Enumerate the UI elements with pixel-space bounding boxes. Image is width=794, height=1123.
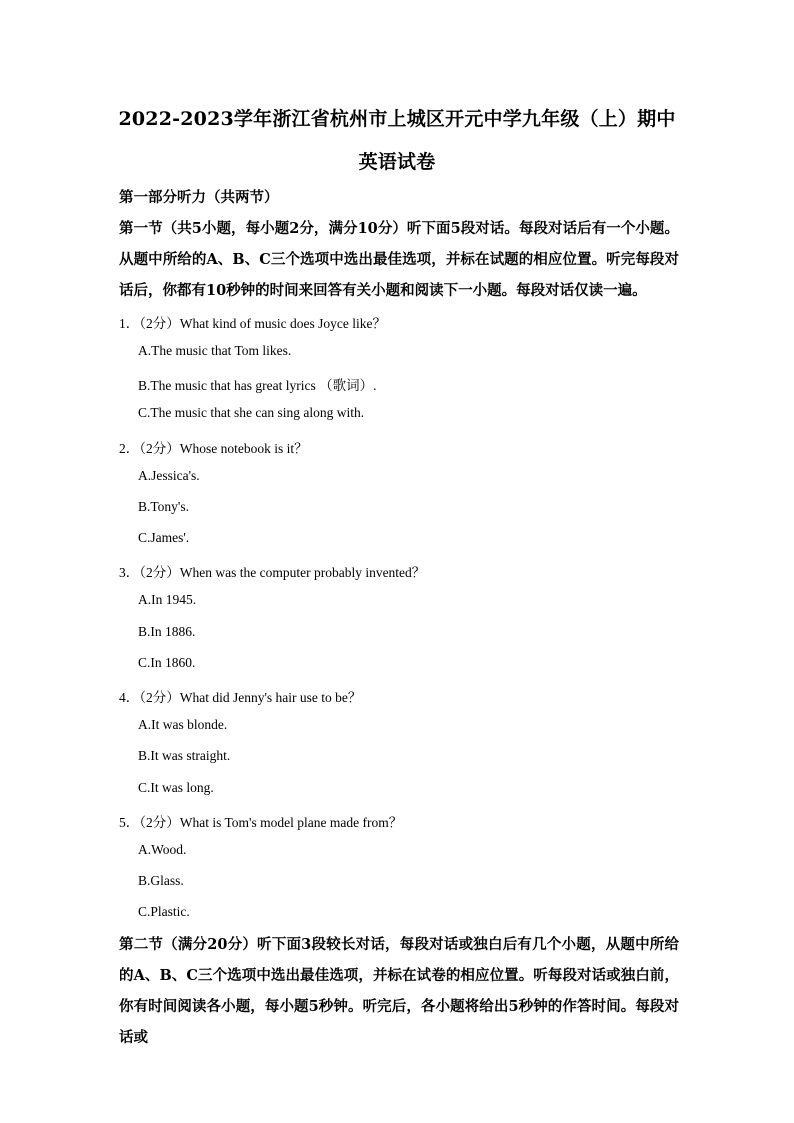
question-2-option-a: A.Jessica's.	[138, 468, 200, 483]
question-5-option-a: A.Wood.	[138, 842, 187, 857]
question-5-option-b: B.Glass.	[138, 873, 184, 888]
question-2-option-b: B.Tony's.	[138, 499, 189, 514]
question-3-option-c: C.In 1860.	[138, 655, 196, 670]
question-4-option-a: A.It was blonde.	[138, 717, 228, 732]
section1-intro: 第一节（共5小题，每小题2分，满分10分）听下面5段对话。每段对话后有一个小题。从题中所给的A、B、C三个选项中选出最佳选项，并标在试题的相应位置。听完每段对话后，你都有10秒钟的时间来回答有关小题和阅读下一小题。每段对话仅读一遍。	[119, 220, 679, 299]
question-3-stem: 3．（2分）When was the computer probably invented？	[119, 565, 426, 580]
part1-heading: 第一部分听力（共两节）	[119, 189, 279, 206]
question-5-option-c: C.Plastic.	[138, 904, 190, 919]
question-2-stem: 2．（2分）Whose notebook is it？	[119, 441, 308, 456]
exam-title-line2: 英语试卷	[358, 151, 436, 173]
question-4-option-c: C.It was long.	[138, 780, 214, 795]
question-3-option-b: B.In 1886.	[138, 624, 196, 639]
question-1-option-c: C.The music that she can sing along with.	[138, 405, 365, 420]
question-2-option-c: C.James'.	[138, 530, 190, 545]
question-4-stem: 4．（2分）What did Jenny's hair use to be？	[119, 690, 362, 705]
question-3-option-a: A.In 1945.	[138, 592, 197, 607]
question-4-option-b: B.It was straight.	[138, 748, 231, 763]
question-5-stem: 5．（2分）What is Tom's model plane made from？	[119, 815, 403, 830]
question-1-option-a: A.The music that Tom likes.	[138, 343, 292, 358]
question-1-option-b: B.The music that has great lyrics （歌词）.	[138, 378, 377, 393]
section2-intro: 第二节（满分20分）听下面3段较长对话，每段对话或独白后有几个小题，从题中所给的A、B、C三个选项中选出最佳选项，并标在试卷的相应位置。听每段对话或独白前，你有时间阅读各小题，每小题5秒钟。听完后，各小题将给出5秒钟的作答时间。每段对话或	[119, 936, 679, 1046]
exam-title-line1: 2022-2023学年浙江省杭州市上城区开元中学九年级（上）期中	[118, 108, 676, 130]
question-1-stem: 1．（2分）What kind of music does Joyce like？	[119, 316, 386, 331]
